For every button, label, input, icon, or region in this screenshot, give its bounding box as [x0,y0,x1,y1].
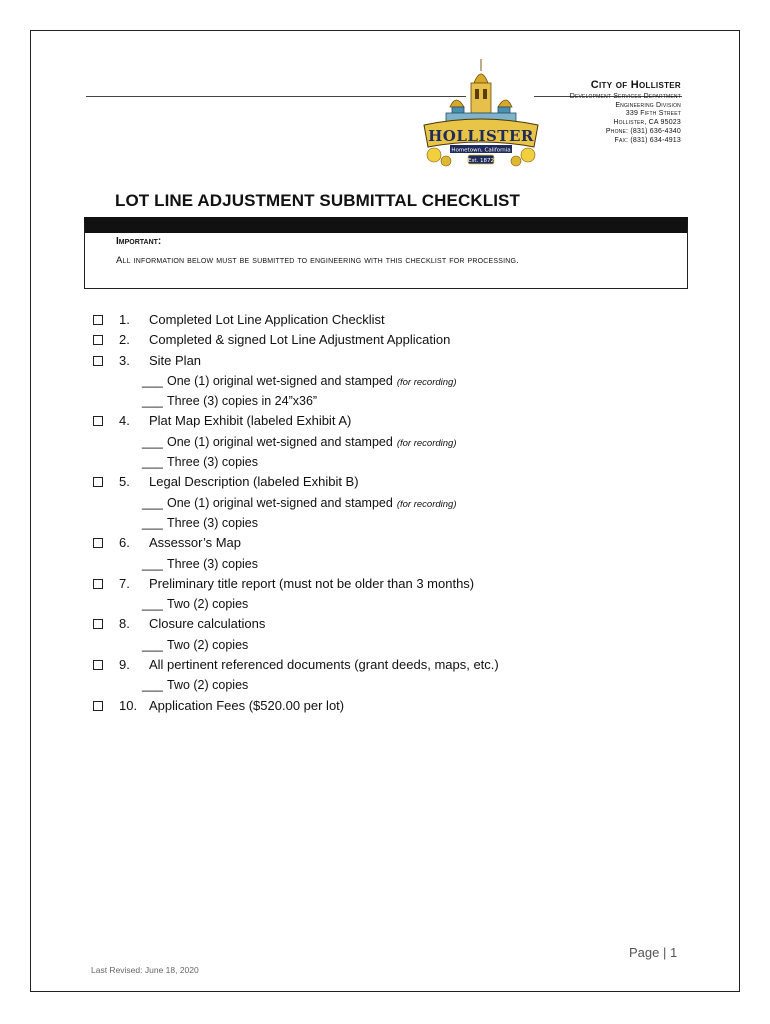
checkbox[interactable] [93,619,103,629]
logo-est: Est. 1872 [468,158,494,164]
item-label: Site Plan [149,352,202,368]
checklist-subitem [93,391,713,411]
blank-line[interactable]: ___ [142,434,163,449]
item-number: 2. [119,332,130,348]
subitem-text: Two (2) copies [167,678,249,693]
checkbox[interactable] [93,315,103,325]
city-name: City of Hollister [590,79,681,91]
checklist-subitem [93,493,713,513]
checkbox[interactable] [93,538,103,548]
submittal-checklist [93,310,713,716]
item-label: Application Fees ($520.00 per lot) [149,697,345,713]
checklist-item [93,351,713,371]
checklist-item [93,310,713,330]
item-label: All pertinent referenced documents (grant deeds, maps, etc.) [149,657,499,673]
subitem-text: One (1) original wet-signed and stamped [167,495,393,510]
important-label: Important: [116,236,162,247]
checklist-subitem [93,554,713,574]
checklist-subitem [93,675,713,695]
blank-line[interactable]: ___ [142,678,163,693]
division-line: Engineering Division [615,101,681,109]
checkbox[interactable] [93,660,103,670]
item-number: 6. [119,535,130,551]
checklist-subitem [93,452,713,472]
item-label: Plat Map Exhibit (labeled Exhibit A) [149,413,352,429]
item-number: 10. [119,697,138,713]
item-number: 1. [119,312,130,327]
checklist-item [93,655,713,675]
blank-line[interactable]: ___ [142,556,163,571]
checklist-item [93,574,713,594]
blank-line[interactable]: ___ [142,373,163,388]
checklist-subitem [93,513,713,533]
checkbox[interactable] [93,579,103,589]
checkbox[interactable] [93,356,103,366]
city-state-line: Hollister, CA 95023 [613,119,681,126]
blank-line[interactable]: ___ [142,394,163,409]
item-label: Preliminary title report (must not be older than 3 months) [149,575,475,591]
subitem-text: Two (2) copies [167,597,249,612]
item-label: Completed & signed Lot Line Adjustment Application [149,332,451,348]
fax-line: Fax: (831) 634-4913 [614,136,681,144]
important-notice-box [84,217,688,289]
checkbox[interactable] [93,416,103,426]
checkbox[interactable] [93,335,103,345]
checklist-item [93,533,713,553]
item-label: Legal Description (labeled Exhibit B) [149,474,359,490]
header-rule-left [86,96,466,97]
item-label: Assessor’s Map [149,535,241,551]
subitem-note: (for recording) [396,498,457,510]
logo-subtext: Hometown, California [451,147,511,154]
blank-line[interactable]: ___ [142,637,163,652]
item-number: 4. [119,413,130,429]
org-address-block [570,79,681,145]
important-text: All information below must be submitted to engineering with this checklist for processing. [116,255,519,266]
checklist-subitem [93,432,713,452]
hollister-logo [416,57,546,169]
checklist-item [93,411,713,431]
checklist-subitem [93,371,713,391]
checkbox[interactable] [93,701,103,711]
blank-line[interactable]: ___ [142,597,163,612]
checkbox[interactable] [93,477,103,487]
item-number: 7. [119,575,130,591]
subitem-text: Two (2) copies [167,637,249,652]
blank-line[interactable]: ___ [142,455,163,470]
logo-text: HOLLISTER [428,127,534,145]
item-number: 5. [119,474,130,490]
item-number: 8. [119,616,130,632]
item-number: 3. [119,352,130,368]
subitem-text: One (1) original wet-signed and stamped [167,434,393,449]
checklist-item [93,696,713,716]
checklist-subitem [93,635,713,655]
last-revised-footer: Last Revised: June 18, 2020 [91,965,199,975]
blank-line[interactable]: ___ [142,495,163,510]
checklist-item [93,330,713,350]
phone-line: Phone: (831) 636-4340 [605,127,681,135]
blank-line[interactable]: ___ [142,515,163,530]
subitem-text: Three (3) copies [167,556,259,571]
subitem-note: (for recording) [396,437,457,449]
item-label: Closure calculations [149,616,266,632]
subitem-text: Three (3) copies [167,455,259,470]
subitem-text: Three (3) copies in 24”x36” [167,394,318,409]
street-line: 339 Fifth Street [625,110,681,118]
subitem-text: One (1) original wet-signed and stamped [167,373,393,388]
department-line: Development Services Department [569,92,681,100]
document-page [30,30,740,992]
page-number: Page | 1 [629,945,678,960]
checklist-item [93,614,713,634]
item-number: 9. [119,657,130,673]
page-title: LOT LINE ADJUSTMENT SUBMITTAL CHECKLIST [115,191,520,210]
item-label: Completed Lot Line Application Checklist [149,312,385,327]
subitem-text: Three (3) copies [167,515,259,530]
subitem-note: (for recording) [396,376,457,388]
checklist-subitem [93,594,713,614]
checklist-item [93,472,713,492]
